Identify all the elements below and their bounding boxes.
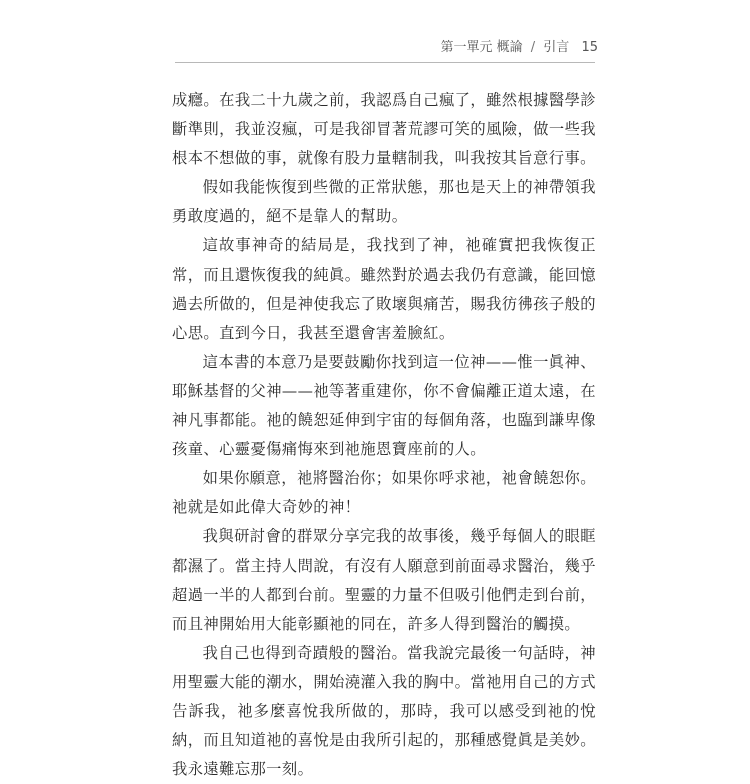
paragraph: 成癮。在我二十九歲之前，我認爲自己瘋了，雖然根據醫學診斷準則，我並沒瘋，可是我卻冒著荒謬可笑的風險，做一些我根本不想做的事，就像有股力量轄制我，叫我按其旨意行事。	[172, 91, 596, 168]
paragraph: 假如我能恢復到些微的正常狀態，那也是天上的神帶領我勇敢度過的，絕不是靠人的幫助。	[172, 178, 596, 226]
paragraph: 如果你願意，祂將醫治你；如果你呼求祂，祂會饒恕你。祂就是如此偉大奇妙的神！	[172, 469, 596, 517]
paragraph: 這本書的本意乃是要鼓勵你找到這一位神——惟一眞神、耶穌基督的父神——祂等著重建你，你不會偏離正道太遠，在神凡事都能。祂的饒恕延伸到宇宙的每個角落，也臨到謙卑像孩童、心靈憂傷痛悔來到祂施恩寶座前的人。	[172, 352, 596, 459]
paragraph: 我自己也得到奇蹟般的醫治。當我說完最後一句話時，神用聖靈大能的潮水，開始澆灌入我的胸中。當祂用自己的方式告訴我，祂多麼喜悅我所做的，那時，我可以感受到祂的悅納，而且知道祂的喜悅是由我所引起的，那種感覺眞是美妙。我永遠難忘那一刻。	[172, 643, 596, 779]
paragraph: 我與研討會的群眾分享完我的故事後，幾乎每個人的眼眶都濕了。當主持人問說，有沒有人願意到前面尋求醫治，幾乎超過一半的人都到台前。聖靈的力量不但吸引他們走到台前，而且神開始用大能彰顯祂的同在，許多人得到醫治的觸摸。	[172, 527, 596, 633]
body-text	[172, 86, 596, 784]
header-section: 概論	[496, 40, 523, 55]
running-header	[440, 36, 598, 55]
paragraph: 這故事神奇的結局是，我找到了神，祂確實把我恢復正常，而且還恢復我的純眞。雖然對於過去我仍有意識，能回憶過去所做的，但是神使我忘了敗壞與痛苦，賜我彷彿孩子般的心思。直到今日，我甚至還會害羞臉紅。	[172, 236, 596, 342]
page-number: 15	[581, 40, 598, 55]
header-rule	[175, 62, 595, 63]
header-separator: /	[530, 40, 536, 55]
header-unit: 第一單元	[440, 40, 493, 55]
header-subsection: 引言	[543, 40, 570, 55]
